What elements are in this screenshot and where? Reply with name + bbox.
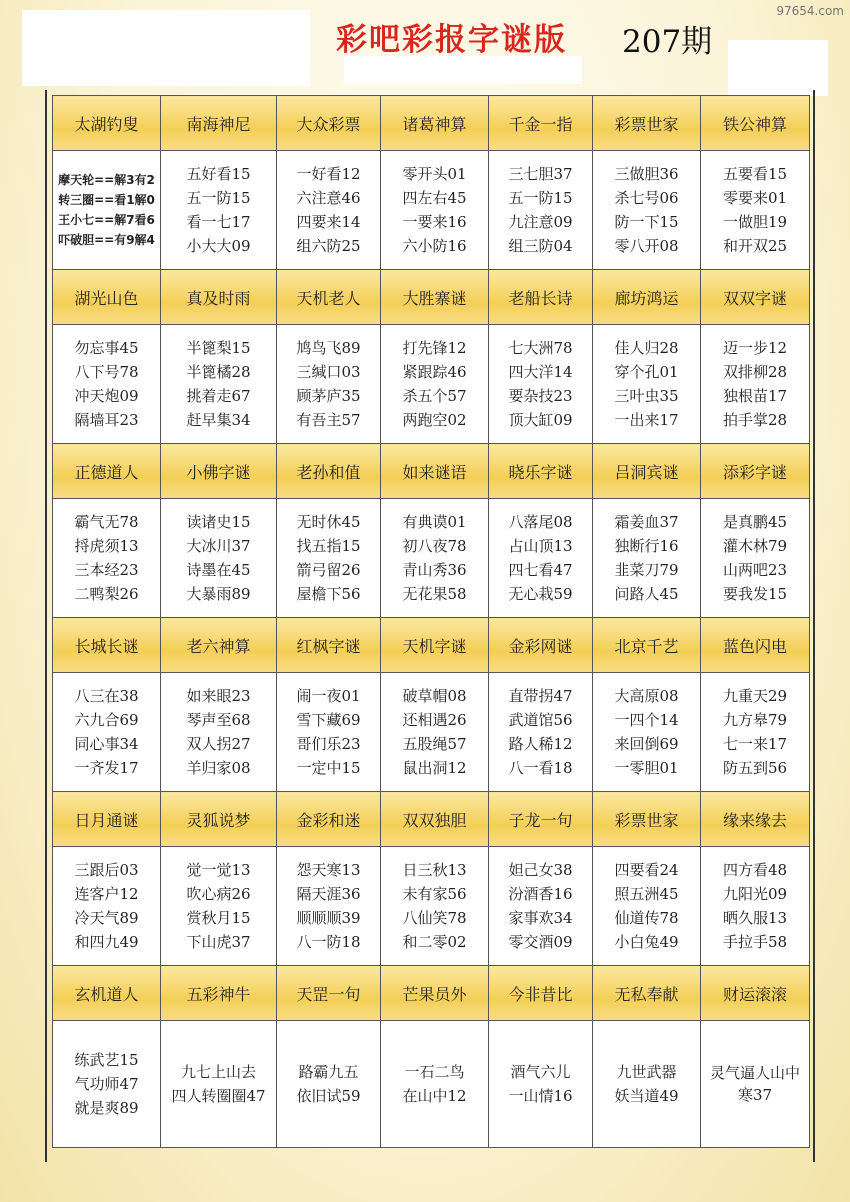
riddle-line: 四要看24 bbox=[614, 861, 679, 879]
source-name-cell: 五彩神牛 bbox=[161, 966, 277, 1021]
riddle-line: 杀五个57 bbox=[402, 387, 467, 405]
riddle-line: 紧跟踪46 bbox=[402, 363, 467, 381]
riddle-cell bbox=[161, 325, 277, 444]
riddle-line: 九世武器 bbox=[616, 1063, 677, 1081]
riddle-line: 羊归家08 bbox=[186, 759, 251, 777]
source-name-cell: 铁公神算 bbox=[701, 96, 810, 151]
riddle-line: 五好看15 bbox=[186, 165, 251, 183]
riddle-line: 三本经23 bbox=[74, 561, 139, 579]
riddle-line: 和四九49 bbox=[74, 933, 139, 951]
riddle-cell bbox=[701, 1021, 810, 1148]
riddle-line: 组三防04 bbox=[508, 237, 573, 255]
riddle-cell bbox=[381, 673, 489, 792]
riddle-line: 冷天气89 bbox=[74, 909, 139, 927]
riddle-cell bbox=[161, 499, 277, 618]
riddle-line: 山两吧23 bbox=[722, 561, 788, 579]
content-row bbox=[53, 151, 810, 270]
riddle-line: 初八夜78 bbox=[402, 537, 467, 555]
riddle-line: 五股绳57 bbox=[402, 735, 467, 753]
source-name-cell: 北京千艺 bbox=[593, 618, 701, 673]
riddle-line: 未有家56 bbox=[402, 885, 467, 903]
source-name-cell: 老船长诗 bbox=[489, 270, 593, 325]
riddle-line: 顺顺顺39 bbox=[296, 909, 361, 927]
riddle-line: 霜姜血37 bbox=[614, 513, 679, 531]
riddle-cell bbox=[701, 673, 810, 792]
source-name-cell: 真及时雨 bbox=[161, 270, 277, 325]
riddle-line: 杀七号06 bbox=[614, 189, 679, 207]
riddle-cell bbox=[381, 1021, 489, 1148]
source-name-cell: 芒果员外 bbox=[381, 966, 489, 1021]
riddle-line: 读诸史15 bbox=[186, 513, 251, 531]
riddle-line: 拍手掌28 bbox=[722, 411, 788, 429]
riddle-line: 九重天29 bbox=[722, 687, 788, 705]
riddle-line: 八一防18 bbox=[296, 933, 361, 951]
riddle-line: 双排柳28 bbox=[722, 363, 788, 381]
riddle-cell bbox=[277, 673, 381, 792]
riddle-line: 屋檐下56 bbox=[296, 585, 361, 603]
riddle-line: 王小七==解7看6 bbox=[58, 213, 155, 227]
source-name-cell: 湖光山色 bbox=[53, 270, 161, 325]
riddle-line: 和开双25 bbox=[722, 237, 788, 255]
riddle-line: 双人拐27 bbox=[186, 735, 251, 753]
riddle-cell bbox=[277, 847, 381, 966]
riddle-line: 妖当道49 bbox=[614, 1087, 679, 1105]
riddle-line: 吓破胆==有9解4 bbox=[58, 233, 155, 247]
riddle-line: 依旧试59 bbox=[296, 1087, 361, 1105]
riddle-line: 要杂技23 bbox=[508, 387, 573, 405]
header-row bbox=[53, 792, 810, 847]
riddle-line: 还相遇26 bbox=[402, 711, 467, 729]
riddle-line: 占山顶13 bbox=[508, 537, 573, 555]
source-name-cell: 廊坊鸿运 bbox=[593, 270, 701, 325]
riddle-line: 捋虎须13 bbox=[74, 537, 139, 555]
riddle-line: 一零胆01 bbox=[614, 759, 679, 777]
riddle-line: 佳人归28 bbox=[614, 339, 679, 357]
riddle-line: 怨天寒13 bbox=[296, 861, 361, 879]
riddle-cell bbox=[489, 847, 593, 966]
riddle-line: 大暴雨89 bbox=[186, 585, 251, 603]
riddle-line: 气功师47 bbox=[74, 1075, 139, 1093]
watermark-text: 97654.com bbox=[776, 4, 844, 18]
content-row bbox=[53, 847, 810, 966]
riddle-line: 六九合69 bbox=[74, 711, 139, 729]
riddle-line: 哥们乐23 bbox=[296, 735, 361, 753]
riddle-line: 六注意46 bbox=[296, 189, 361, 207]
riddle-line: 无心栽59 bbox=[508, 585, 573, 603]
riddle-line: 九阳光09 bbox=[722, 885, 788, 903]
riddle-line: 零八开08 bbox=[614, 237, 679, 255]
riddle-line: 防一下15 bbox=[614, 213, 679, 231]
riddle-cell bbox=[277, 1021, 381, 1148]
riddle-line: 仙道传78 bbox=[614, 909, 679, 927]
riddle-line: 路人稀12 bbox=[508, 735, 573, 753]
riddle-line: 零要来01 bbox=[722, 189, 788, 207]
riddle-cell bbox=[701, 151, 810, 270]
riddle-line: 吹心病26 bbox=[186, 885, 251, 903]
riddle-line: 照五洲45 bbox=[614, 885, 679, 903]
riddle-cell bbox=[381, 151, 489, 270]
source-name-cell: 子龙一句 bbox=[489, 792, 593, 847]
riddle-line: 有吾主57 bbox=[296, 411, 361, 429]
source-name-cell: 天罡一句 bbox=[277, 966, 381, 1021]
riddle-line: 二鸭梨26 bbox=[74, 585, 139, 603]
riddle-line: 摩天轮==解3有2 bbox=[58, 173, 155, 187]
riddle-line: 四七看47 bbox=[508, 561, 573, 579]
source-name-cell: 晓乐字谜 bbox=[489, 444, 593, 499]
riddle-line: 三叶虫35 bbox=[614, 387, 679, 405]
riddle-line: 酒气六儿 bbox=[510, 1063, 571, 1081]
source-name-cell: 红枫字谜 bbox=[277, 618, 381, 673]
riddle-line: 四人转圈圈47 bbox=[171, 1087, 266, 1105]
riddle-line: 勿忘事45 bbox=[74, 339, 139, 357]
riddle-cell bbox=[593, 1021, 701, 1148]
source-name-cell: 财运滚滚 bbox=[701, 966, 810, 1021]
source-name-cell: 南海神尼 bbox=[161, 96, 277, 151]
riddle-line: 手拉手58 bbox=[722, 933, 788, 951]
riddle-line: 半篦梨15 bbox=[186, 339, 251, 357]
riddle-line: 一定中15 bbox=[296, 759, 361, 777]
riddle-line: 三七胆37 bbox=[508, 165, 573, 183]
riddle-line: 破草帽08 bbox=[402, 687, 467, 705]
riddle-line: 练武艺15 bbox=[74, 1051, 139, 1069]
riddle-line: 和二零02 bbox=[402, 933, 467, 951]
riddle-line: 武道馆56 bbox=[508, 711, 573, 729]
blank-area-left bbox=[22, 10, 310, 86]
riddle-cell bbox=[701, 325, 810, 444]
header-row bbox=[53, 966, 810, 1021]
riddle-line: 看一七17 bbox=[186, 213, 251, 231]
riddle-line: 无时休45 bbox=[296, 513, 361, 531]
riddle-line: 三跟后03 bbox=[74, 861, 139, 879]
source-name-cell: 蓝色闪电 bbox=[701, 618, 810, 673]
riddle-line: 箭弓留26 bbox=[296, 561, 361, 579]
riddle-line: 四大洋14 bbox=[508, 363, 573, 381]
riddle-line: 挑着走67 bbox=[186, 387, 251, 405]
riddle-cell bbox=[161, 847, 277, 966]
riddle-line: 觉一觉13 bbox=[186, 861, 251, 879]
source-name-cell: 灵狐说梦 bbox=[161, 792, 277, 847]
riddle-line: 就是爽89 bbox=[74, 1099, 139, 1117]
source-name-cell: 天机字谜 bbox=[381, 618, 489, 673]
riddle-line: 四左右45 bbox=[402, 189, 467, 207]
riddle-line: 四方看48 bbox=[722, 861, 788, 879]
riddle-line: 三做胆36 bbox=[614, 165, 679, 183]
riddle-line: 赏秋月15 bbox=[186, 909, 251, 927]
riddle-line: 八三在38 bbox=[74, 687, 139, 705]
content-row bbox=[53, 499, 810, 618]
riddle-line: 韭菜刀79 bbox=[614, 561, 679, 579]
riddle-line: 独断行16 bbox=[614, 537, 679, 555]
riddle-line: 一要来16 bbox=[402, 213, 467, 231]
riddle-line: 顶大缸09 bbox=[508, 411, 573, 429]
riddle-line: 半篦橘28 bbox=[186, 363, 251, 381]
riddle-line: 同心事34 bbox=[74, 735, 139, 753]
riddle-line: 有典谟01 bbox=[402, 513, 467, 531]
riddle-line: 转三圈==看1解0 bbox=[58, 193, 155, 207]
riddle-line: 九方皋79 bbox=[722, 711, 788, 729]
header-row bbox=[53, 618, 810, 673]
riddle-cell bbox=[277, 499, 381, 618]
content-row bbox=[53, 325, 810, 444]
source-name-cell: 天机老人 bbox=[277, 270, 381, 325]
riddle-line: 妲己女38 bbox=[508, 861, 573, 879]
riddle-line: 灌木林79 bbox=[722, 537, 788, 555]
source-name-cell: 老六神算 bbox=[161, 618, 277, 673]
header-row bbox=[53, 444, 810, 499]
riddle-line: 是真鹏45 bbox=[722, 513, 788, 531]
riddle-line: 独根苗17 bbox=[722, 387, 788, 405]
riddle-line: 五要看15 bbox=[722, 165, 788, 183]
source-name-cell: 彩票世家 bbox=[593, 792, 701, 847]
riddle-line: 九七上山去 bbox=[180, 1063, 256, 1081]
riddle-line: 一出来17 bbox=[614, 411, 679, 429]
riddle-line: 六小防16 bbox=[402, 237, 467, 255]
source-name-cell: 双双字谜 bbox=[701, 270, 810, 325]
source-name-cell: 正德道人 bbox=[53, 444, 161, 499]
riddle-line: 七大洲78 bbox=[508, 339, 573, 357]
riddle-line: 一做胆19 bbox=[722, 213, 788, 231]
riddle-line: 迈一步12 bbox=[722, 339, 788, 357]
source-name-cell: 长城长谜 bbox=[53, 618, 161, 673]
riddle-cell bbox=[161, 151, 277, 270]
riddle-line: 大冰川37 bbox=[186, 537, 251, 555]
riddle-line: 灵气逼人山中寒37 bbox=[709, 1064, 800, 1104]
riddle-line: 八落尾08 bbox=[508, 513, 573, 531]
riddle-line: 五一防15 bbox=[508, 189, 573, 207]
riddle-line: 七一来17 bbox=[722, 735, 788, 753]
content-row bbox=[53, 673, 810, 792]
riddle-line: 一山情16 bbox=[508, 1087, 573, 1105]
riddle-cell bbox=[593, 151, 701, 270]
riddle-cell bbox=[489, 151, 593, 270]
riddle-line: 霸气无78 bbox=[74, 513, 139, 531]
riddle-line: 组六防25 bbox=[296, 237, 361, 255]
riddle-cell bbox=[593, 673, 701, 792]
riddle-line: 下山虎37 bbox=[186, 933, 251, 951]
riddle-cell bbox=[53, 151, 161, 270]
riddle-line: 如来眼23 bbox=[186, 687, 251, 705]
riddle-cell bbox=[53, 673, 161, 792]
riddle-cell bbox=[381, 325, 489, 444]
source-name-cell: 添彩字谜 bbox=[701, 444, 810, 499]
riddle-cell bbox=[489, 325, 593, 444]
riddle-line: 八一看18 bbox=[508, 759, 573, 777]
riddle-line: 一石二鸟 bbox=[404, 1063, 465, 1081]
riddle-cell bbox=[53, 325, 161, 444]
source-name-cell: 小佛字谜 bbox=[161, 444, 277, 499]
riddle-line: 三缄口03 bbox=[296, 363, 361, 381]
riddle-line: 五一防15 bbox=[186, 189, 251, 207]
source-name-cell: 金彩和迷 bbox=[277, 792, 381, 847]
riddle-cell bbox=[53, 1021, 161, 1148]
riddle-line: 赶早集34 bbox=[186, 411, 251, 429]
riddle-cell bbox=[277, 151, 381, 270]
riddle-line: 八仙笑78 bbox=[402, 909, 467, 927]
riddle-line: 零开头01 bbox=[402, 165, 467, 183]
riddle-cell bbox=[381, 499, 489, 618]
riddle-line: 冲天炮09 bbox=[74, 387, 139, 405]
riddle-line: 九注意09 bbox=[508, 213, 573, 231]
riddle-line: 在山中12 bbox=[402, 1087, 467, 1105]
riddle-line: 找五指15 bbox=[296, 537, 361, 555]
riddle-line: 青山秀36 bbox=[402, 561, 467, 579]
blank-area-right bbox=[728, 40, 828, 96]
riddle-cell bbox=[161, 673, 277, 792]
source-name-cell: 老孙和值 bbox=[277, 444, 381, 499]
riddle-line: 问路人45 bbox=[614, 585, 679, 603]
source-name-cell: 如来谜语 bbox=[381, 444, 489, 499]
riddle-cell bbox=[701, 499, 810, 618]
source-name-cell: 大众彩票 bbox=[277, 96, 381, 151]
riddle-line: 防五到56 bbox=[722, 759, 788, 777]
source-name-cell: 日月通谜 bbox=[53, 792, 161, 847]
riddle-line: 连客户12 bbox=[74, 885, 139, 903]
riddle-line: 琴声至68 bbox=[186, 711, 251, 729]
header-row bbox=[53, 96, 810, 151]
riddle-cell bbox=[381, 847, 489, 966]
riddle-line: 来回倒69 bbox=[614, 735, 679, 753]
source-name-cell: 金彩网谜 bbox=[489, 618, 593, 673]
source-name-cell: 缘来缘去 bbox=[701, 792, 810, 847]
riddle-line: 路霸九五 bbox=[298, 1063, 359, 1081]
riddle-line: 无花果58 bbox=[402, 585, 467, 603]
riddle-cell bbox=[53, 847, 161, 966]
riddle-line: 日三秋13 bbox=[402, 861, 467, 879]
riddle-line: 鸠鸟飞89 bbox=[296, 339, 361, 357]
riddle-cell bbox=[277, 325, 381, 444]
source-name-cell: 千金一指 bbox=[489, 96, 593, 151]
source-name-cell: 大胜寨谜 bbox=[381, 270, 489, 325]
riddle-line: 顾茅庐35 bbox=[296, 387, 361, 405]
riddle-cell bbox=[489, 1021, 593, 1148]
riddle-line: 八下号78 bbox=[74, 363, 139, 381]
riddle-line: 一好看12 bbox=[296, 165, 361, 183]
riddle-cell bbox=[489, 673, 593, 792]
riddle-line: 一四个14 bbox=[614, 711, 679, 729]
riddle-table bbox=[52, 95, 810, 1148]
riddle-line: 打先锋12 bbox=[402, 339, 467, 357]
source-name-cell: 今非昔比 bbox=[489, 966, 593, 1021]
content-row bbox=[53, 1021, 810, 1148]
riddle-cell bbox=[489, 499, 593, 618]
riddle-line: 要我发15 bbox=[722, 585, 788, 603]
source-name-cell: 玄机道人 bbox=[53, 966, 161, 1021]
riddle-cell bbox=[53, 499, 161, 618]
riddle-cell bbox=[593, 499, 701, 618]
source-name-cell: 诸葛神算 bbox=[381, 96, 489, 151]
riddle-line: 两跑空02 bbox=[402, 411, 467, 429]
riddle-line: 直带拐47 bbox=[508, 687, 573, 705]
riddle-line: 汾酒香16 bbox=[508, 885, 573, 903]
riddle-line: 零交酒09 bbox=[508, 933, 573, 951]
riddle-line: 小大大09 bbox=[186, 237, 251, 255]
source-name-cell: 吕洞宾谜 bbox=[593, 444, 701, 499]
page-title: 彩吧彩报字谜版 bbox=[336, 22, 567, 58]
header-row bbox=[53, 270, 810, 325]
riddle-line: 雪下藏69 bbox=[296, 711, 361, 729]
riddle-line: 晒久服13 bbox=[722, 909, 788, 927]
riddle-line: 大高原08 bbox=[614, 687, 679, 705]
riddle-line: 闹一夜01 bbox=[296, 687, 361, 705]
source-name-cell: 无私奉献 bbox=[593, 966, 701, 1021]
riddle-line: 鼠出洞12 bbox=[402, 759, 467, 777]
riddle-cell bbox=[593, 325, 701, 444]
riddle-line: 小白兔49 bbox=[614, 933, 679, 951]
riddle-line: 隔墙耳23 bbox=[74, 411, 139, 429]
issue-number: 207期 bbox=[622, 24, 713, 60]
riddle-table-frame bbox=[45, 90, 815, 1162]
source-name-cell: 太湖钓叟 bbox=[53, 96, 161, 151]
source-name-cell: 彩票世家 bbox=[593, 96, 701, 151]
riddle-line: 隔天涯36 bbox=[296, 885, 361, 903]
riddle-line: 家事欢34 bbox=[508, 909, 573, 927]
riddle-cell bbox=[593, 847, 701, 966]
blank-area-middle bbox=[344, 56, 582, 84]
riddle-line: 四要来14 bbox=[296, 213, 361, 231]
riddle-cell bbox=[701, 847, 810, 966]
source-name-cell: 双双独胆 bbox=[381, 792, 489, 847]
riddle-line: 穿个孔01 bbox=[614, 363, 679, 381]
riddle-line: 一齐发17 bbox=[74, 759, 139, 777]
riddle-cell bbox=[161, 1021, 277, 1148]
riddle-line: 诗墨在45 bbox=[186, 561, 251, 579]
